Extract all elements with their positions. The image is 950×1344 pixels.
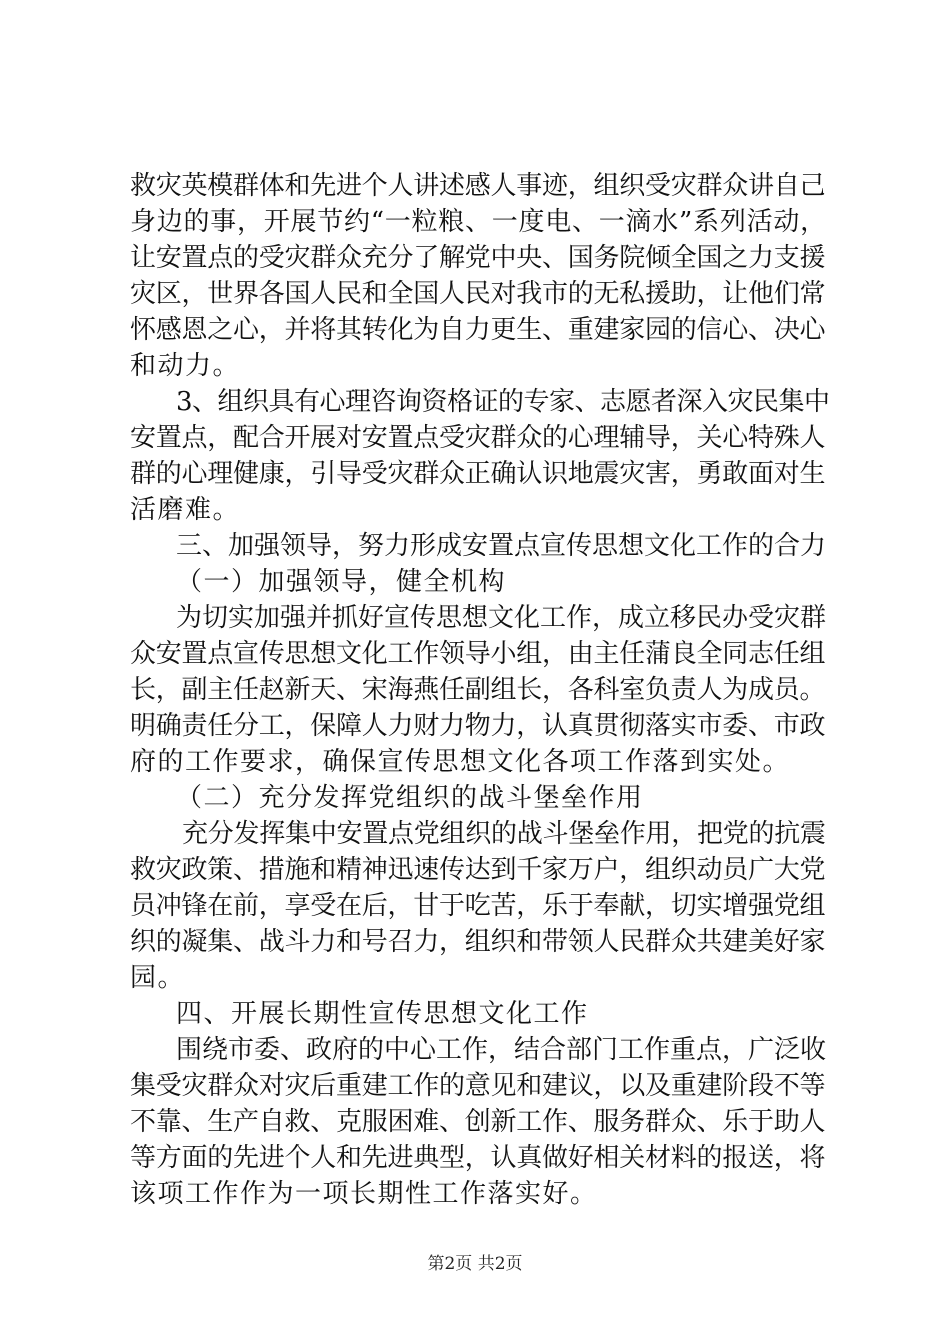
body-text-line: 众安置点宣传思想文化工作领导小组，由主任蒲良全同志任组	[130, 639, 826, 669]
body-text-line: 不靠、生产自救、克服困难、创新工作、服务群众、乐于助人	[130, 1107, 826, 1137]
subsection-heading-2: （二）充分发挥党组织的战斗堡垒作用	[176, 783, 644, 813]
section-heading-4: 四、开展长期性宣传思想文化工作	[176, 999, 589, 1029]
body-text-line: 灾区，世界各国人民和全国人民对我市的无私援助，让他们常	[130, 279, 826, 309]
body-text-line: 群的心理健康，引导受灾群众正确认识地震灾害，勇敢面对生	[130, 459, 826, 489]
body-text-line: 集受灾群众对灾后重建工作的意见和建议，以及重建阶段不等	[130, 1071, 826, 1101]
body-text-line: 等方面的先进个人和先进典型，认真做好相关材料的报送，将	[130, 1143, 826, 1173]
body-text-line: 织的凝集、战斗力和号召力，组织和带领人民群众共建美好家	[130, 927, 826, 957]
numbered-item-3: 3、组织具有心理咨询资格证的专家、志愿者深入灾民集中	[176, 387, 830, 417]
body-text-line: 明确责任分工，保障人力财力物力，认真贯彻落实市委、市政	[130, 711, 826, 741]
page-footer: 第2页 共2页	[427, 1254, 523, 1274]
paragraph-first-line: 围绕市委、政府的中心工作，结合部门工作重点，广泛收	[176, 1035, 827, 1065]
subsection-heading-1: （一）加强领导，健全机构	[176, 567, 507, 597]
paragraph-first-line: 充分发挥集中安置点党组织的战斗堡垒作用，把党的抗震	[182, 819, 826, 849]
body-text-line: 安置点，配合开展对安置点受灾群众的心理辅导，关心特殊人	[130, 423, 826, 453]
body-text-line: 让安置点的受灾群众充分了解党中央、国务院倾全国之力支援	[130, 243, 826, 273]
body-text-line: 园。	[130, 963, 186, 993]
body-text-line: 员冲锋在前，享受在后，甘于吃苦，乐于奉献，切实增强党组	[130, 891, 826, 921]
body-text-line: 身边的事，开展节约“一粒粮、一度电、一滴水”系列活动，	[130, 207, 827, 237]
paragraph-first-line: 为切实加强并抓好宣传思想文化工作，成立移民办受灾群	[176, 603, 827, 633]
body-text-line: 救灾政策、措施和精神迅速传达到千家万户，组织动员广大党	[130, 855, 826, 885]
section-heading-3: 三、加强领导，努力形成安置点宣传思想文化工作的合力	[176, 531, 827, 561]
body-text-line: 怀感恩之心，并将其转化为自力更生、重建家园的信心、决心	[130, 315, 826, 345]
body-text-line: 长，副主任赵新天、宋海燕任副组长，各科室负责人为成员。	[130, 675, 826, 705]
body-text-line: 府的工作要求，确保宣传思想文化各项工作落到实处。	[130, 747, 791, 777]
body-text-line: 活磨难。	[130, 495, 241, 525]
body-text-line: 救灾英模群体和先进个人讲述感人事迹，组织受灾群众讲自己	[130, 171, 826, 201]
body-text-line: 该项工作作为一项长期性工作落实好。	[130, 1179, 598, 1209]
body-text-line: 和动力。	[130, 351, 241, 381]
